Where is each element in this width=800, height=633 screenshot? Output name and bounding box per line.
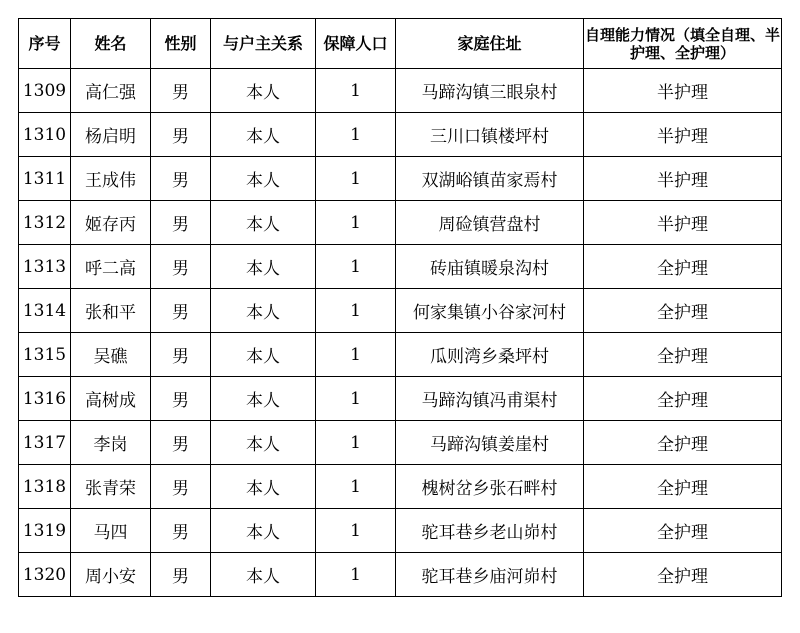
cell-gender: 男 bbox=[151, 201, 211, 245]
cell-name: 张和平 bbox=[71, 289, 151, 333]
cell-name: 高仁强 bbox=[71, 69, 151, 113]
cell-address: 驼耳巷乡庙河峁村 bbox=[396, 553, 584, 597]
cell-population: 1 bbox=[316, 465, 396, 509]
cell-name: 杨启明 bbox=[71, 113, 151, 157]
cell-address: 马蹄沟镇三眼泉村 bbox=[396, 69, 584, 113]
cell-address: 驼耳巷乡老山峁村 bbox=[396, 509, 584, 553]
cell-gender: 男 bbox=[151, 333, 211, 377]
cell-gender: 男 bbox=[151, 69, 211, 113]
cell-serial: 1314 bbox=[19, 289, 71, 333]
cell-relation: 本人 bbox=[211, 377, 316, 421]
cell-address: 双湖峪镇苗家焉村 bbox=[396, 157, 584, 201]
cell-gender: 男 bbox=[151, 157, 211, 201]
cell-serial: 1318 bbox=[19, 465, 71, 509]
cell-name: 周小安 bbox=[71, 553, 151, 597]
cell-relation: 本人 bbox=[211, 333, 316, 377]
cell-name: 姬存丙 bbox=[71, 201, 151, 245]
cell-relation: 本人 bbox=[211, 113, 316, 157]
cell-care-ability: 半护理 bbox=[584, 69, 782, 113]
cell-population: 1 bbox=[316, 333, 396, 377]
cell-address: 槐树岔乡张石畔村 bbox=[396, 465, 584, 509]
cell-serial: 1315 bbox=[19, 333, 71, 377]
table-row bbox=[19, 509, 782, 553]
table-header-row bbox=[19, 19, 782, 69]
cell-population: 1 bbox=[316, 113, 396, 157]
cell-care-ability: 全护理 bbox=[584, 377, 782, 421]
cell-serial: 1311 bbox=[19, 157, 71, 201]
table-row bbox=[19, 113, 782, 157]
cell-name: 吴礁 bbox=[71, 333, 151, 377]
cell-serial: 1313 bbox=[19, 245, 71, 289]
cell-relation: 本人 bbox=[211, 553, 316, 597]
cell-population: 1 bbox=[316, 421, 396, 465]
table-row bbox=[19, 289, 782, 333]
cell-gender: 男 bbox=[151, 245, 211, 289]
cell-care-ability: 全护理 bbox=[584, 421, 782, 465]
cell-care-ability: 全护理 bbox=[584, 289, 782, 333]
cell-care-ability: 半护理 bbox=[584, 201, 782, 245]
header-name: 姓名 bbox=[71, 19, 151, 69]
cell-gender: 男 bbox=[151, 509, 211, 553]
cell-name: 王成伟 bbox=[71, 157, 151, 201]
cell-care-ability: 全护理 bbox=[584, 509, 782, 553]
cell-address: 瓜则湾乡桑坪村 bbox=[396, 333, 584, 377]
cell-name: 张青荣 bbox=[71, 465, 151, 509]
header-gender: 性别 bbox=[151, 19, 211, 69]
cell-gender: 男 bbox=[151, 289, 211, 333]
table-row bbox=[19, 245, 782, 289]
cell-name: 呼二高 bbox=[71, 245, 151, 289]
table-row bbox=[19, 465, 782, 509]
cell-name: 马四 bbox=[71, 509, 151, 553]
table-row bbox=[19, 201, 782, 245]
header-relation: 与户主关系 bbox=[211, 19, 316, 69]
header-population: 保障人口 bbox=[316, 19, 396, 69]
cell-relation: 本人 bbox=[211, 201, 316, 245]
cell-population: 1 bbox=[316, 69, 396, 113]
table-row bbox=[19, 377, 782, 421]
cell-population: 1 bbox=[316, 157, 396, 201]
cell-serial: 1316 bbox=[19, 377, 71, 421]
cell-population: 1 bbox=[316, 289, 396, 333]
cell-address: 周硷镇营盘村 bbox=[396, 201, 584, 245]
cell-population: 1 bbox=[316, 245, 396, 289]
beneficiary-table bbox=[18, 18, 782, 597]
cell-address: 何家集镇小谷家河村 bbox=[396, 289, 584, 333]
cell-gender: 男 bbox=[151, 421, 211, 465]
cell-relation: 本人 bbox=[211, 69, 316, 113]
cell-serial: 1319 bbox=[19, 509, 71, 553]
cell-name: 李岗 bbox=[71, 421, 151, 465]
table-row bbox=[19, 333, 782, 377]
cell-care-ability: 全护理 bbox=[584, 553, 782, 597]
table-row bbox=[19, 553, 782, 597]
cell-care-ability: 全护理 bbox=[584, 465, 782, 509]
cell-relation: 本人 bbox=[211, 245, 316, 289]
table-row bbox=[19, 157, 782, 201]
cell-population: 1 bbox=[316, 377, 396, 421]
cell-relation: 本人 bbox=[211, 289, 316, 333]
cell-address: 马蹄沟镇冯甫渠村 bbox=[396, 377, 584, 421]
header-care-ability: 自理能力情况（填全自理、半护理、全护理） bbox=[584, 19, 782, 69]
cell-serial: 1310 bbox=[19, 113, 71, 157]
cell-care-ability: 全护理 bbox=[584, 333, 782, 377]
cell-gender: 男 bbox=[151, 377, 211, 421]
cell-gender: 男 bbox=[151, 113, 211, 157]
cell-address: 三川口镇楼坪村 bbox=[396, 113, 584, 157]
cell-address: 砖庙镇暖泉沟村 bbox=[396, 245, 584, 289]
cell-population: 1 bbox=[316, 553, 396, 597]
cell-population: 1 bbox=[316, 201, 396, 245]
cell-relation: 本人 bbox=[211, 157, 316, 201]
cell-care-ability: 半护理 bbox=[584, 113, 782, 157]
table-row bbox=[19, 421, 782, 465]
cell-address: 马蹄沟镇姜崖村 bbox=[396, 421, 584, 465]
table-body bbox=[19, 69, 782, 597]
cell-serial: 1317 bbox=[19, 421, 71, 465]
header-serial: 序号 bbox=[19, 19, 71, 69]
cell-gender: 男 bbox=[151, 553, 211, 597]
cell-care-ability: 全护理 bbox=[584, 245, 782, 289]
table-row bbox=[19, 69, 782, 113]
cell-name: 高树成 bbox=[71, 377, 151, 421]
cell-serial: 1309 bbox=[19, 69, 71, 113]
header-address: 家庭住址 bbox=[396, 19, 584, 69]
cell-relation: 本人 bbox=[211, 421, 316, 465]
cell-serial: 1312 bbox=[19, 201, 71, 245]
cell-population: 1 bbox=[316, 509, 396, 553]
cell-relation: 本人 bbox=[211, 509, 316, 553]
cell-gender: 男 bbox=[151, 465, 211, 509]
cell-care-ability: 半护理 bbox=[584, 157, 782, 201]
cell-serial: 1320 bbox=[19, 553, 71, 597]
cell-relation: 本人 bbox=[211, 465, 316, 509]
